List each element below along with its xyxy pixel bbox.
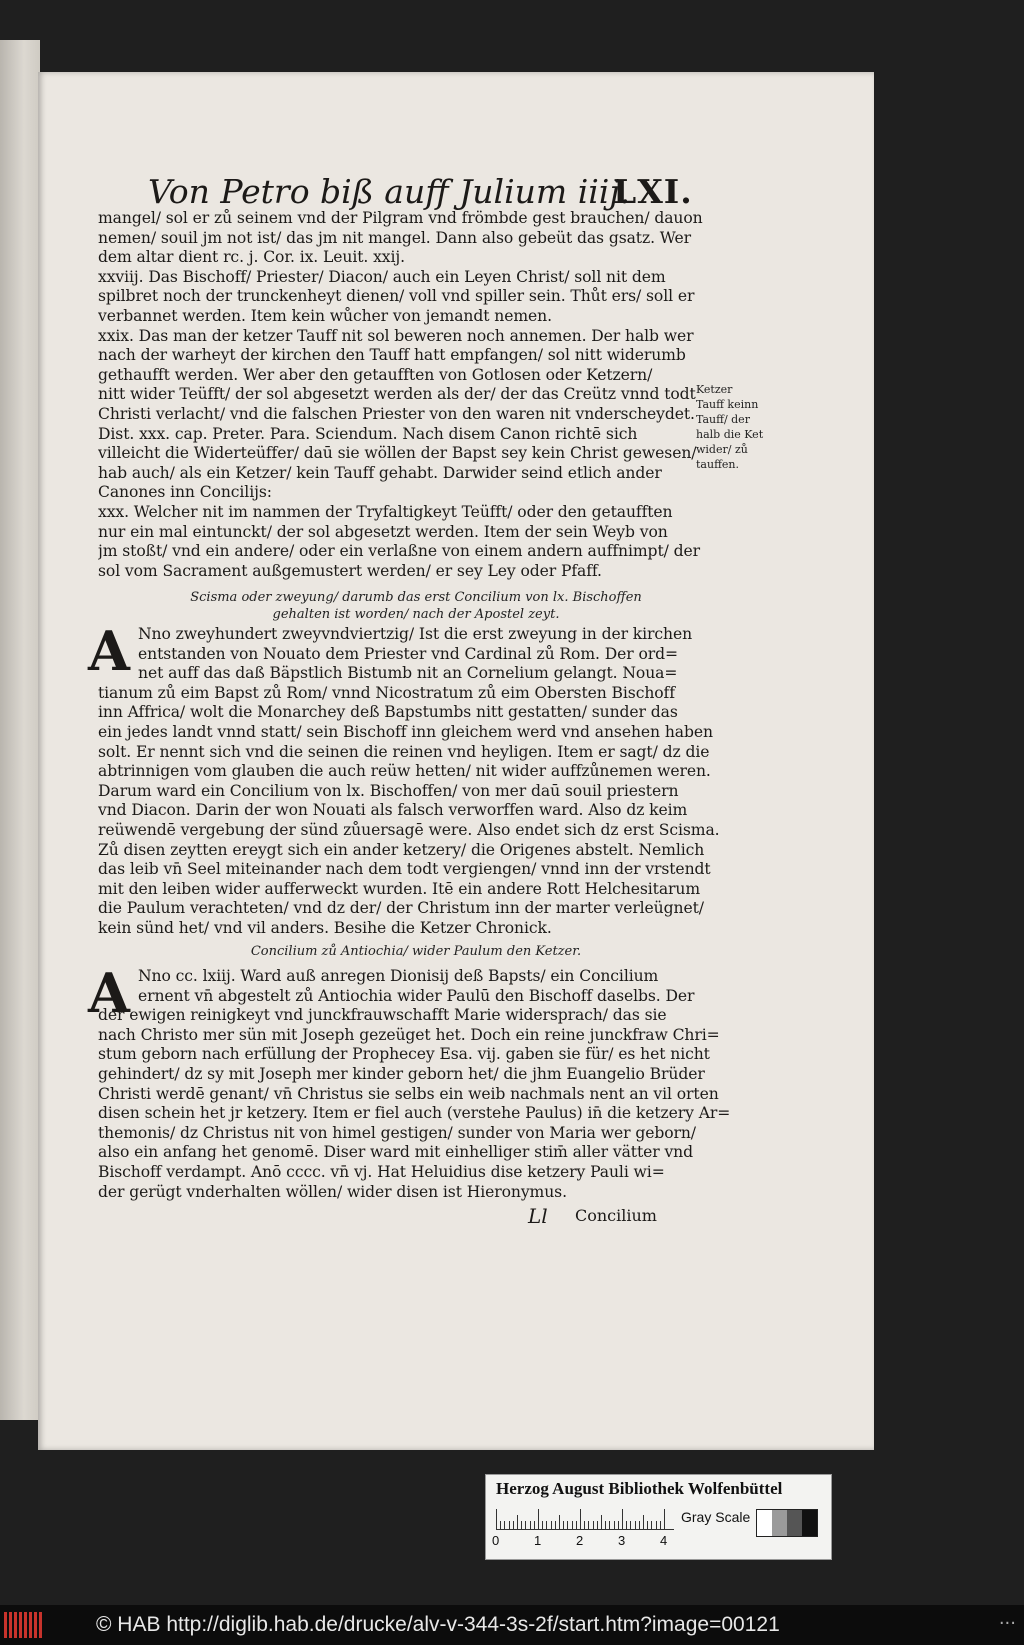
- ruler-tick: [614, 1521, 615, 1529]
- ruler-tick: [542, 1521, 543, 1529]
- margin-note-line: Tauff keinn: [696, 398, 759, 411]
- ruler-number: 2: [576, 1533, 584, 1548]
- margin-note-line: Ketzer: [696, 383, 733, 396]
- ruler-tick: [572, 1521, 573, 1529]
- text-line: sol vom Sacrament außgemustert werden/ er sey Ley oder Pfaff.: [98, 561, 602, 580]
- ruler-tick: [509, 1521, 510, 1529]
- facing-page-edge: [0, 40, 40, 1420]
- ruler-number: 1: [534, 1533, 542, 1548]
- ruler-tick: [651, 1521, 652, 1529]
- text-line: das leib vn̄ Seel miteinander nach dem todt vergiengen/ vnnd inn der vrstendt: [98, 860, 711, 879]
- ruler-tick: [639, 1521, 640, 1529]
- ruler-tick: [576, 1521, 577, 1529]
- ruler-number: 4: [660, 1533, 668, 1548]
- ruler-tick: [622, 1509, 623, 1529]
- ruler-tick: [496, 1509, 497, 1529]
- ruler-tick: [643, 1515, 644, 1529]
- text-line: dem altar dient rc. j. Cor. ix. Leuit. xxij.: [98, 248, 405, 267]
- text-line: themonis/ dz Christus nit von himel gestigen/ sunder von Maria wer geborn/: [98, 1123, 696, 1142]
- text-line: jm stoßt/ vnd ein andere/ oder ein verlaßne von einem andern auffnimpt/ der: [98, 542, 700, 561]
- text-line: Christi verlacht/ vnd die falschen Priester von den waren nit vnderscheydet.: [98, 405, 695, 423]
- ruler-tick: [546, 1521, 547, 1529]
- text-line: die Paulum verachteten/ vnd dz der/ der Christum inn der marter verleügnet/: [98, 899, 704, 918]
- text-line: villeicht die Widerteüffer/ daū sie wöllen der Bapst sey kein Christ gewesen/: [98, 444, 697, 463]
- text-line: gehindert/ dz sy mit Joseph mer kinder geborn het/ die jhm Euangelio Brüder: [98, 1065, 705, 1083]
- text-line: net auff das daß Bäpstlich Bistumb nit an Cornelium gelangt. Noua=: [138, 664, 678, 683]
- ruler-tick: [513, 1521, 514, 1529]
- text-line: ernent vn̄ abgestelt zů Antiochia wider Paulū den Bischoff daselbs. Der: [138, 986, 695, 1005]
- ruler-tick: [521, 1521, 522, 1529]
- text-line: nur ein mal eintunckt/ der sol abgesetzt werden. Item der sein Weyb von: [98, 522, 668, 541]
- text-line: tianum zů eim Bapst zů Rom/ vnnd Nicostratum zů eim Obersten Bischoff: [98, 683, 675, 702]
- ruler-tick: [597, 1521, 598, 1529]
- margin-note-line: Tauff/ der: [696, 413, 750, 426]
- text-line: xxix. Das man der ketzer Tauff nit sol beweren noch annemen. Der halb wer: [98, 326, 694, 345]
- text-line: mangel/ sol er zů seinem vnd der Pilgram vnd frömbde gest brauchen/ dauon: [98, 209, 703, 227]
- ruler-number: 0: [492, 1533, 500, 1548]
- ruler-tick: [517, 1515, 518, 1529]
- more-icon[interactable]: ···: [998, 1613, 1016, 1634]
- ruler-tick: [530, 1521, 531, 1529]
- initial-letter: A: [88, 961, 130, 1025]
- text-line: hab auch/ als ein Ketzer/ kein Tauff gehabt. Darwider seind etlich ander: [98, 463, 662, 482]
- ruler-tick: [504, 1521, 505, 1529]
- caption-antiochia: Concilium zů Antiochia/ wider Paulum den Ketzer.: [250, 944, 582, 959]
- gray-swatch: [802, 1510, 817, 1536]
- ruler-tick: [584, 1521, 585, 1529]
- ruler-tick: [567, 1521, 568, 1529]
- ruler-tick: [525, 1521, 526, 1529]
- text-line: Nno zweyhundert zweyvndviertzig/ Ist die erst zweyung in der kirchen: [138, 625, 693, 643]
- text-line: inn Affrica/ wolt die Monarchey deß Bapstumbs nitt gestatten/ sunder das: [98, 703, 678, 722]
- text-line: nach der warheyt der kirchen den Tauff hatt empfangen/ sol nitt widerumb: [98, 346, 686, 365]
- text-line: xxviij. Das Bischoff/ Priester/ Diacon/ auch ein Leyen Christ/ soll nit dem: [98, 267, 666, 286]
- text-line: xxx. Welcher nit im nammen der Tryfaltigkeyt Teüfft/ oder den getaufften: [98, 503, 673, 521]
- gray-swatch: [757, 1510, 772, 1536]
- text-line: Nno cc. lxiij. Ward auß anregen Dionisij deß Bapsts/ ein Concilium: [138, 967, 659, 985]
- text-line: also ein anfang het genomē. Diser ward mit einhelliger stim̄ aller vätter vnd: [98, 1143, 694, 1162]
- ruler-tick: [656, 1521, 657, 1529]
- gray-scale-swatches: [756, 1509, 818, 1537]
- scale-ruler: [496, 1507, 674, 1530]
- ruler-tick: [609, 1521, 610, 1529]
- ruler-tick: [538, 1509, 539, 1529]
- text-line: disen schein het jr ketzery. Item er fiel auch (verstehe Paulus) in̄ die ketzery Ar=: [98, 1104, 731, 1123]
- ruler-tick: [635, 1521, 636, 1529]
- color-calibration-card: [485, 1474, 832, 1560]
- margin-note-line: tauffen.: [696, 458, 739, 471]
- ruler-tick: [580, 1509, 581, 1529]
- text-line: nach Christo mer sün mit Joseph gezeüget het. Doch ein reine junckfraw Chri=: [98, 1025, 720, 1044]
- text-line: mit den leiben wider aufferweckt wurden. Itē ein andere Rott Helchesitarum: [98, 879, 701, 898]
- text-line: Zů disen zeytten ereygt sich ein ander ketzery/ die Origenes abstelt. Nemlich: [98, 840, 705, 859]
- running-head: Von Petro biß auff Julium iiij.: [148, 172, 631, 211]
- ruler-tick: [601, 1515, 602, 1529]
- text-line: solt. Er nennt sich vnd die seinen die reinen vnd heyligen. Item er sagt/ dz die: [98, 742, 710, 761]
- ruler-tick: [660, 1521, 661, 1529]
- margin-note-line: halb die Ket: [696, 428, 764, 441]
- barcode-icon: [4, 1612, 44, 1638]
- book-page: [38, 72, 874, 1450]
- ruler-tick: [559, 1515, 560, 1529]
- ruler-tick: [593, 1521, 594, 1529]
- text-line: Dist. xxx. cap. Preter. Para. Sciendum. Nach disem Canon richtē sich: [98, 424, 638, 443]
- caption-line: Scisma oder zweyung/ darumb das erst Concilium von lx. Bischoffen: [190, 590, 642, 605]
- text-line: spilbret noch der trunckenheyt dienen/ voll vnd spiller sein. Thůt ers/ soll er: [98, 287, 695, 306]
- source-url[interactable]: © HAB http://diglib.hab.de/drucke/alv-v-344-3s-2f/start.htm?image=00121: [96, 1613, 780, 1636]
- ruler-tick: [605, 1521, 606, 1529]
- catchword: Concilium: [575, 1206, 657, 1225]
- text-line: Darum ward ein Concilium von lx. Bischoffen/ von mer daū souil priestern: [98, 781, 679, 800]
- text-line: nitt wider Teüfft/ der sol abgesetzt werden als der/ der das Creütz vnnd todt: [98, 385, 696, 404]
- text-line: Christi werdē genant/ vn̄ Christus sie selbs ein weib nachmals nent an vil orten: [98, 1084, 719, 1103]
- ruler-number: 3: [618, 1533, 626, 1548]
- ruler-tick: [664, 1509, 665, 1529]
- ruler-tick: [500, 1521, 501, 1529]
- text-line: abtrinnigen vom glauben die auch reüw hetten/ nit wider auffzůnemen weren.: [98, 762, 711, 781]
- ruler-tick: [555, 1521, 556, 1529]
- gray-swatch: [772, 1510, 787, 1536]
- ruler-tick: [551, 1521, 552, 1529]
- text-line: vnd Diacon. Darin der won Nouati als falsch verworffen ward. Also dz keim: [98, 801, 688, 820]
- ruler-tick: [534, 1521, 535, 1529]
- text-line: Bischoff verdampt. Anō cccc. vn̄ vj. Hat Heluidius dise ketzery Pauli wi=: [98, 1163, 665, 1181]
- text-line: reüwendē vergebung der sünd zůuersagē were. Also endet sich dz erst Scisma.: [98, 821, 720, 839]
- text-line: gethaufft werden. Wer aber den getaufften von Gotlosen oder Ketzern/: [98, 365, 653, 384]
- ruler-tick: [618, 1521, 619, 1529]
- status-bar: [0, 1605, 1024, 1645]
- text-line: ein jedes landt vnnd statt/ sein Bischoff inn gleichem werd vnd ansehen haben: [98, 723, 713, 741]
- ruler-tick: [563, 1521, 564, 1529]
- ruler-tick: [588, 1521, 589, 1529]
- ruler-tick: [630, 1521, 631, 1529]
- text-line: Canones inn Concilijs:: [98, 483, 272, 502]
- text-line: der gerügt vnderhalten wöllen/ wider disen ist Hieronymus.: [98, 1182, 567, 1201]
- text-line: stum geborn nach erfüllung der Prophecey Esa. vij. gaben sie für/ es het nicht: [98, 1045, 710, 1064]
- signature-mark: Ll: [528, 1204, 548, 1228]
- card-title: Herzog August Bibliothek Wolfenbüttel: [496, 1479, 783, 1498]
- text-line: nemen/ souil jm not ist/ das jm nit mangel. Dann also gebeüt das gsatz. Wer: [98, 228, 691, 247]
- folio-number: LXI.: [613, 172, 693, 211]
- text-line: kein sünd het/ vnd vil anders. Besihe die Ketzer Chronick.: [98, 919, 552, 937]
- initial-letter: A: [88, 619, 130, 683]
- text-line: entstanden von Nouato dem Priester vnd Cardinal zů Rom. Der ord=: [138, 644, 678, 663]
- gray-scale-label: Gray Scale: [681, 1509, 751, 1525]
- text-line: der ewigen reinigkeyt vnd junckfrauwschafft Marie widersprach/ das sie: [98, 1006, 667, 1025]
- text-line: verbannet werden. Item kein wůcher von jemandt nemen.: [98, 307, 552, 325]
- gray-swatch: [787, 1510, 802, 1536]
- margin-note-line: wider/ zů: [696, 443, 748, 456]
- ruler-tick: [647, 1521, 648, 1529]
- ruler-tick: [626, 1521, 627, 1529]
- caption-line: gehalten ist worden/ nach der Apostel zeyt.: [272, 607, 560, 622]
